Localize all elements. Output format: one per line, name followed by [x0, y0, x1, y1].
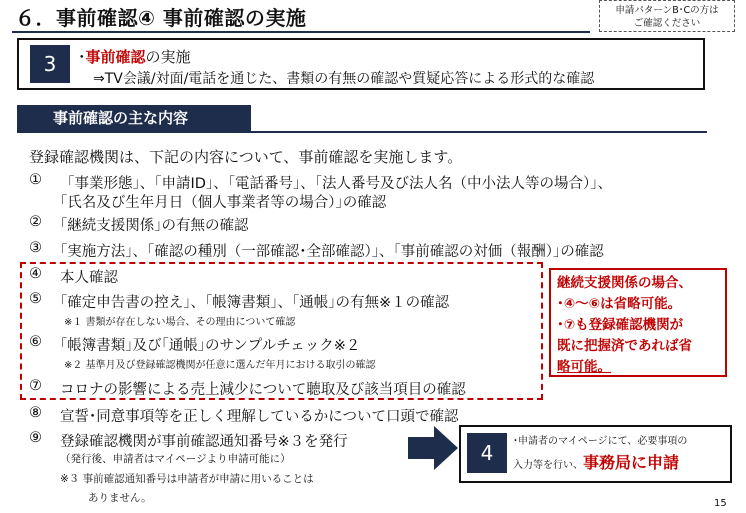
step4-line2 — [513, 450, 679, 473]
pattern-note-line2: ご確認ください — [633, 18, 701, 29]
item-number-5: ⑤ — [29, 291, 42, 307]
step3-highlight: 事前確認 — [85, 48, 146, 66]
callout-line1: 継続支援関係の場合、 — [557, 275, 692, 291]
section-header-rule — [17, 131, 707, 133]
item-number-2: ② — [29, 214, 42, 230]
item-number-6: ⑥ — [29, 334, 42, 350]
step4-number-badge: 4 — [467, 433, 507, 473]
intro-text: 登録確認機関は、下記の内容について、事前確認を実施します。 — [29, 148, 463, 166]
step4-highlight: 事務局に申請 — [583, 453, 680, 472]
item-text-6: ｢帳簿書類｣及び｢通帳｣のサンプルチェック※２ — [60, 338, 361, 354]
item-text-8: 宣誓･同意事項等を正しく理解しているかについて口頭で確認 — [60, 409, 459, 425]
step3-bullet: ･ — [78, 48, 86, 66]
page-number: 15 — [714, 498, 727, 509]
step4-prefix: 入力等を行い、 — [513, 460, 583, 471]
pattern-note-line1: 申請パターンB･Cの方は — [615, 5, 719, 16]
item-text-7: コロナの影響による売上減少について聴取及び該当項目の確認 — [60, 382, 466, 398]
item-text-1: 「事業形態」、｢申請ID｣、｢電話番号｣、｢法人番号及び法人名（中小法人等の場合）｣、 — [60, 176, 612, 192]
title-underline — [12, 31, 590, 33]
item-text-3: ｢実施方法｣、｢確認の種別（一部確認･全部確認）｣、｢事前確認の対価（報酬）｣の確認 — [60, 244, 604, 260]
callout-line3: ･⑦も登録確認機関が — [557, 317, 684, 333]
item-text-1b: ｢氏名及び生年月日（個人事業者等の場合）｣の確認 — [60, 195, 387, 211]
step3-description: ⇒TV会議/対面/電話を通じた、書類の有無の確認や質疑応答による形式的な確認 — [93, 71, 595, 87]
item-text-5: ｢確定申告書の控え｣、｢帳簿書類｣、｢通帳｣の有無※１の確認 — [60, 295, 450, 311]
section-header: 事前確認の主な内容 — [17, 105, 251, 131]
pattern-note — [599, 0, 735, 32]
step3-number-badge: 3 — [30, 45, 70, 83]
item-text-4: 本人確認 — [60, 270, 118, 286]
item-note-9: （発行後、申請者はマイページより申請可能に） — [60, 453, 291, 465]
item-number-7: ⑦ — [29, 378, 42, 394]
item-note-9c: ありません。 — [88, 492, 152, 504]
item-note-6: ※２ 基準月及び登録確認機関が任意に選んだ年月における取引の確認 — [64, 360, 376, 371]
page-title: ６．事前確認④ 事前確認の実施 — [15, 6, 307, 30]
item-note-9b: ※３ 事前確認通知番号は申請者が申請に用いることは — [60, 473, 314, 485]
item-text-9: 登録確認機関が事前確認通知番号※３を発行 — [60, 434, 348, 450]
item-number-9: ⑨ — [29, 430, 42, 446]
item-note-5: ※１ 書類が存在しない場合、その理由について確認 — [64, 317, 296, 328]
arrow-right-icon — [408, 426, 458, 470]
step3-heading — [78, 46, 191, 67]
omission-callout — [549, 268, 727, 377]
item-number-4: ④ — [29, 266, 42, 282]
callout-line2: ･④～⑥は省略可能。 — [557, 296, 682, 312]
item-text-2: ｢継続支援関係｣の有無の確認 — [60, 218, 249, 234]
item-number-3: ③ — [29, 240, 42, 256]
item-number-8: ⑧ — [29, 405, 42, 421]
step4-line1: ･申請者のマイページにて、必要事項の — [513, 436, 688, 447]
item-number-1: ① — [29, 172, 42, 188]
callout-line5: 略可能。 — [557, 359, 611, 375]
callout-line4: 既に把握済であれば省 — [557, 338, 692, 354]
step3-suffix: の実施 — [145, 48, 191, 66]
